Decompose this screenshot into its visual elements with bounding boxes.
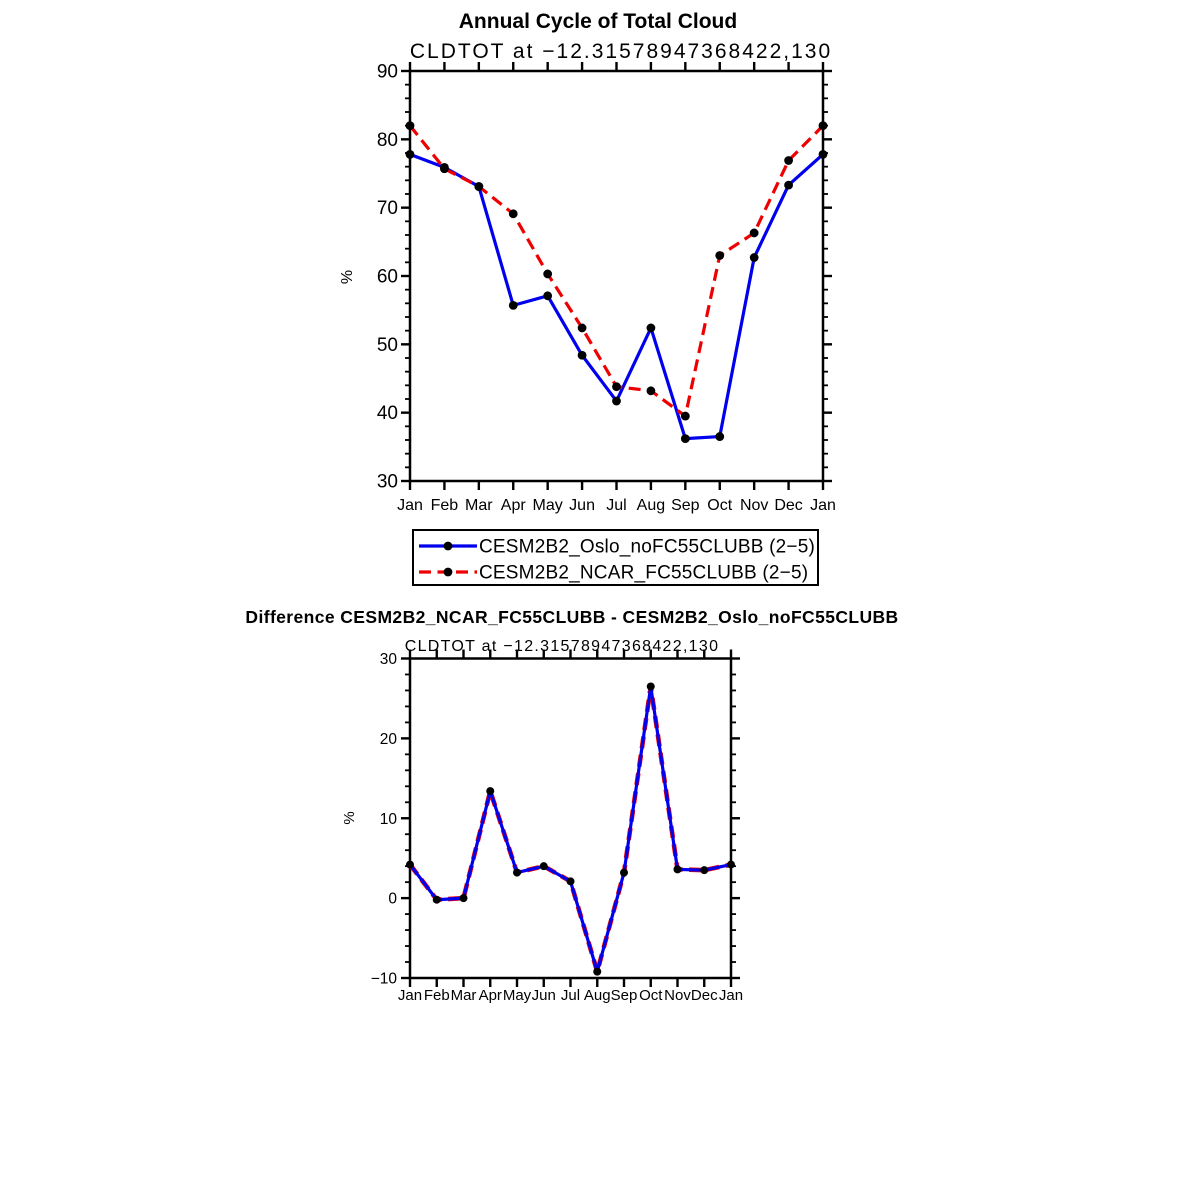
- data-point-marker: [681, 434, 690, 443]
- data-point-marker: [406, 861, 414, 869]
- data-point-marker: [819, 121, 828, 130]
- y-tick-label: 50: [376, 334, 398, 356]
- y-tick-label: 30: [379, 651, 397, 668]
- x-tick-label: Oct: [707, 497, 733, 514]
- data-point-marker: [715, 432, 724, 441]
- x-tick-label: Dec: [690, 987, 718, 1004]
- y-tick-label: 20: [379, 730, 397, 748]
- data-point-marker: [674, 865, 682, 873]
- y-tick-label: 70: [376, 198, 398, 220]
- data-point-marker: [681, 412, 690, 421]
- data-point-marker: [460, 894, 468, 902]
- y-axis-labels: [377, 62, 398, 493]
- x-tick-label: May: [502, 987, 532, 1004]
- data-point-marker: [578, 351, 587, 360]
- top-chart-plot-area: [377, 62, 836, 515]
- data-point-marker: [486, 787, 494, 795]
- x-axis-ticks: [410, 62, 823, 490]
- legend-marker-sample: [444, 542, 453, 551]
- data-point-marker: [540, 862, 548, 870]
- top-chart-subtitle: CLDTOT at −12.31578947368422,130: [409, 40, 833, 63]
- data-point-marker: [593, 968, 601, 976]
- series-line-cesm2b2-ncar-fc55clubb-2-5-: [410, 126, 823, 416]
- x-tick-label: Nov: [739, 497, 769, 514]
- data-point-marker: [474, 182, 483, 191]
- top-chart-y-axis-label: %: [339, 269, 356, 285]
- x-tick-label: Jul: [606, 497, 627, 514]
- legend-entry-0: [419, 537, 815, 558]
- x-tick-label: Jan: [810, 497, 836, 514]
- data-point-marker: [509, 209, 518, 218]
- data-point-marker: [406, 121, 415, 130]
- data-point-marker: [819, 150, 828, 159]
- data-point-marker: [647, 324, 656, 333]
- x-tick-label: Feb: [423, 987, 450, 1004]
- y-axis-labels: [371, 651, 398, 988]
- data-point-marker: [612, 382, 621, 391]
- bottom-chart-y-axis-label: %: [341, 811, 358, 825]
- data-point-marker: [784, 156, 793, 165]
- series-markers: [406, 682, 735, 975]
- bottom-chart-plot-area: [371, 650, 743, 1005]
- series-line-cesm2b2-oslo-nofc55clubb-2-5-: [410, 154, 823, 438]
- x-tick-label: Aug: [636, 497, 666, 514]
- data-point-marker: [647, 386, 656, 395]
- y-tick-label: 90: [376, 61, 398, 83]
- x-tick-label: Oct: [639, 987, 663, 1004]
- data-point-marker: [750, 253, 759, 262]
- data-point-marker: [727, 861, 735, 869]
- data-point-marker: [433, 896, 441, 904]
- data-point-marker: [543, 291, 552, 300]
- x-axis-labels: [397, 497, 836, 514]
- legend: [413, 530, 818, 585]
- x-tick-label: Feb: [430, 497, 459, 514]
- series-markers: [406, 150, 828, 443]
- data-point-marker: [715, 251, 724, 260]
- x-tick-label: Jul: [560, 987, 581, 1004]
- y-axis-ticks: [401, 71, 832, 481]
- data-point-marker: [440, 164, 449, 173]
- y-tick-label: 30: [376, 471, 398, 493]
- x-tick-label: Nov: [664, 987, 691, 1004]
- bottom-chart-title: Difference CESM2B2_NCAR_FC55CLUBB - CESM2B2_Oslo_noFC55CLUBB: [245, 607, 899, 627]
- x-tick-label: Mar: [465, 497, 493, 514]
- y-tick-label: 80: [376, 129, 398, 151]
- data-point-marker: [620, 869, 628, 877]
- y-tick-label: 40: [376, 403, 398, 425]
- data-point-marker: [784, 181, 793, 190]
- top-chart-title: Annual Cycle of Total Cloud: [458, 10, 738, 33]
- legend-label: CESM2B2_NCAR_FC55CLUBB (2−5): [479, 562, 809, 584]
- y-tick-label: −10: [370, 970, 397, 988]
- x-tick-label: Apr: [500, 497, 526, 514]
- series-line-underlay: [410, 686, 731, 971]
- x-tick-label: May: [532, 497, 563, 514]
- data-point-marker: [750, 229, 759, 238]
- data-point-marker: [509, 301, 518, 310]
- legend-marker-sample: [444, 568, 453, 577]
- y-tick-label: 10: [379, 810, 397, 828]
- legend-label: CESM2B2_Oslo_noFC55CLUBB (2−5): [479, 536, 816, 558]
- bottom-chart-subtitle: CLDTOT at −12.31578947368422,130: [404, 638, 720, 655]
- data-point-marker: [513, 869, 521, 877]
- y-tick-label: 60: [376, 266, 398, 288]
- data-point-marker: [406, 150, 415, 159]
- data-point-marker: [612, 397, 621, 406]
- data-point-marker: [567, 877, 575, 885]
- series-line-difference: [410, 686, 731, 971]
- plot-frame: [410, 71, 823, 481]
- x-tick-label: Jun: [569, 497, 595, 514]
- x-tick-label: Aug: [583, 987, 611, 1004]
- y-tick-label: 0: [388, 890, 397, 908]
- data-point-marker: [578, 324, 587, 333]
- x-axis-ticks: [410, 650, 731, 988]
- series-markers: [406, 121, 828, 420]
- y-axis-ticks: [401, 659, 740, 979]
- x-tick-label: Jan: [397, 497, 423, 514]
- data-point-marker: [700, 866, 708, 874]
- x-axis-labels: [398, 987, 743, 1004]
- x-tick-label: Apr: [478, 987, 502, 1004]
- x-tick-label: Sep: [671, 497, 700, 514]
- x-tick-label: Dec: [774, 497, 803, 514]
- data-point-marker: [647, 682, 655, 690]
- x-tick-label: Mar: [450, 987, 477, 1004]
- plot-frame: [410, 659, 731, 979]
- x-tick-label: Jun: [531, 987, 556, 1004]
- data-point-marker: [543, 270, 552, 279]
- x-tick-label: Jan: [397, 987, 423, 1004]
- x-tick-label: Sep: [610, 987, 638, 1004]
- x-tick-label: Jan: [718, 987, 744, 1004]
